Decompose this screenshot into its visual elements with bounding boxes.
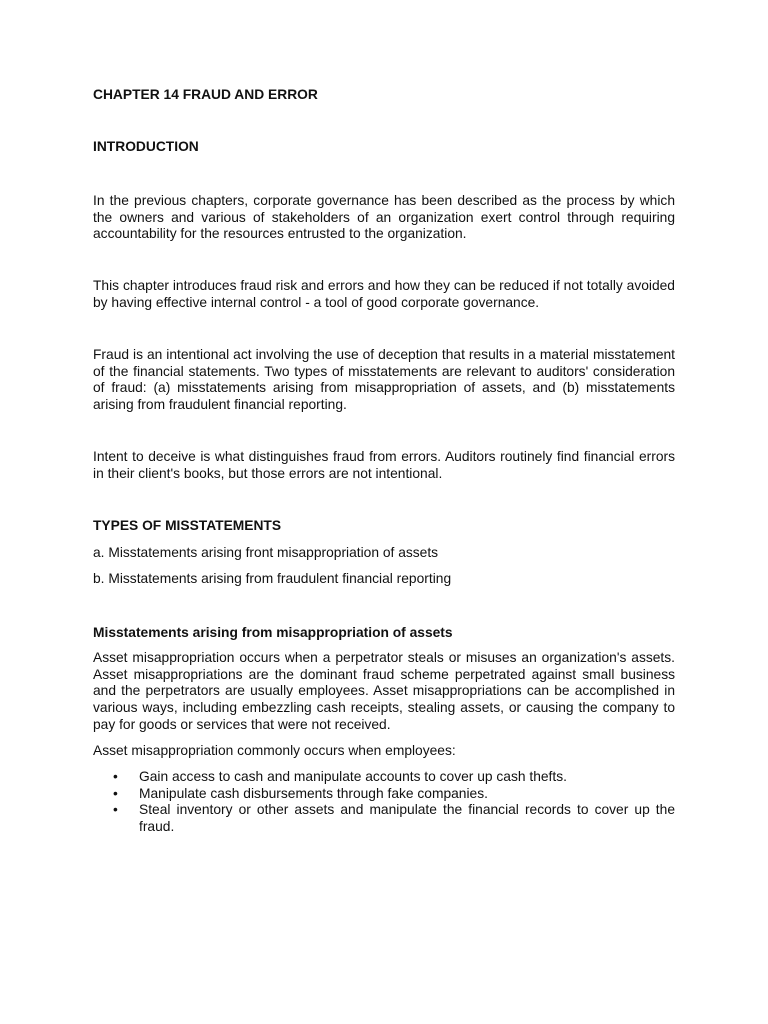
bullet-icon: • bbox=[113, 769, 118, 784]
introduction-heading: INTRODUCTION bbox=[93, 139, 199, 154]
bullet-icon: • bbox=[113, 785, 118, 801]
intro-paragraph-1: In the previous chapters, corporate governance has been described as the process by which the owners and various of stakeholders of an organization exert control through requiring accountability for the resources entrusted to the organization. bbox=[93, 193, 675, 242]
bullet-text: Gain access to cash and manipulate accounts to cover up cash thefts. bbox=[139, 769, 567, 784]
misappropriation-paragraph-2: Asset misappropriation commonly occurs when employees: bbox=[93, 743, 456, 758]
types-of-misstatements-heading: TYPES OF MISSTATEMENTS bbox=[93, 518, 282, 533]
bullet-item bbox=[93, 769, 675, 786]
type-item-b: b. Misstatements arising from fraudulent financial reporting bbox=[93, 571, 452, 586]
type-item-a: a. Misstatements arising front misappropriation of assets bbox=[93, 545, 439, 560]
misappropriation-heading: Misstatements arising from misappropriation of assets bbox=[93, 625, 453, 640]
intro-paragraph-4: Intent to deceive is what distinguishes fraud from errors. Auditors routinely find financial errors in their client's books, but those errors are not intentional. bbox=[93, 449, 675, 481]
intro-paragraph-3: Fraud is an intentional act involving the use of deception that results in a material misstatement of the financial statements. Two types of misstatements are relevant to auditors' consideration of fraud: (a) misstatements arising from misappropriation of assets, and (b) misstatements arising from fraudulent financial reporting. bbox=[93, 347, 675, 413]
bullet-text: Manipulate cash disbursements through fake companies. bbox=[139, 785, 488, 801]
chapter-title: CHAPTER 14 FRAUD AND ERROR bbox=[93, 87, 318, 102]
bullet-icon: • bbox=[113, 802, 118, 818]
bullet-text: Steal inventory or other assets and manipulate the financial records to cover up the fraud. bbox=[139, 802, 675, 835]
misappropriation-bullet-list bbox=[93, 769, 675, 836]
bullet-item bbox=[93, 786, 675, 803]
intro-paragraph-2: This chapter introduces fraud risk and errors and how they can be reduced if not totally avoided by having effective internal control - a tool of good corporate governance. bbox=[93, 278, 675, 310]
bullet-item bbox=[93, 802, 675, 835]
misappropriation-paragraph-1: Asset misappropriation occurs when a perpetrator steals or misuses an organization's assets. Asset misappropriations are the dominant fraud scheme perpetrated against small business and the perpetrators are usually employees. Asset misappropriations can be accomplished in various ways, including embezzling cash receipts, stealing assets, or causing the company to pay for goods or services that were not received. bbox=[93, 650, 675, 732]
